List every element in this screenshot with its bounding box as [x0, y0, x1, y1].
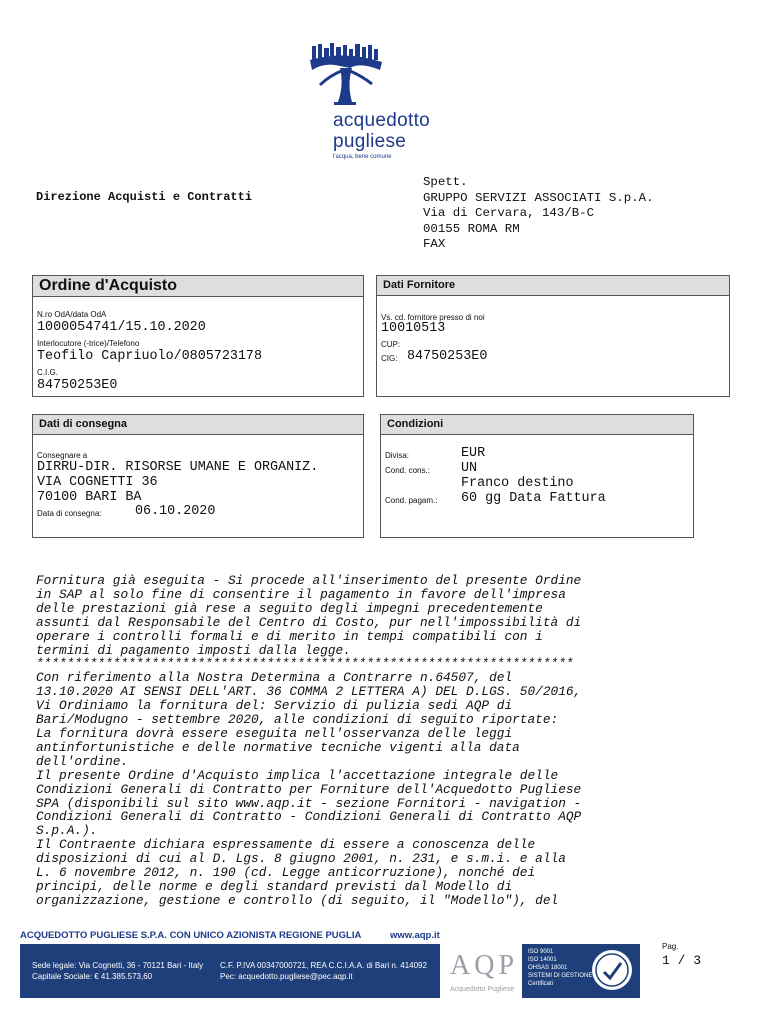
- deliver-to-label: Consegnare a: [37, 451, 88, 460]
- logo-text-line2: pugliese: [333, 131, 407, 152]
- footer-fiscal: C.F. P.IVA 00347000721, REA C.C.I.A.A. di Bari n. 414092: [220, 961, 427, 970]
- delivery-line2: VIA COGNETTI 36: [37, 475, 158, 490]
- conditions-box-title: Condizioni: [381, 415, 693, 435]
- supplier-cig-value: 84750253E0: [407, 349, 488, 364]
- cig-label: C.I.G.: [37, 368, 58, 377]
- supplier-box-title: Dati Fornitore: [377, 276, 729, 296]
- delivery-date-value: 06.10.2020: [135, 504, 216, 519]
- contact-label: Interlocutore (-trice)/Telefono: [37, 339, 140, 348]
- supplier-code-label: Vs. cd. fornitore presso di noi: [381, 313, 485, 322]
- order-box: [32, 275, 364, 397]
- company-logo: [300, 40, 470, 165]
- aqp-mark-logo: [450, 944, 520, 998]
- page-footer: [0, 930, 770, 1018]
- department-title: Direzione Acquisti e Contratti: [36, 190, 253, 204]
- cert-iso9001: ISO 9001: [528, 949, 554, 955]
- delivery-condition-value1: UN: [461, 461, 478, 476]
- order-body-text: Fornitura già eseguita - Si procede all'inserimento del presente Ordine in SAP al solo fine di consentire il pagamento in favore dell'impresa delle prestazioni già rese a seguito degli impegni precedentemente assunti dal Responsabile del Centro di Costo, pur nell'impossibilità di operare i controlli formali e di merito in tempi compatibili con i termini di pagamento imposti dalla legge. ********************************************************************** Con riferimento alla Nostra Determina a Contrarre n.64507, del 13.10.2020 AI SENSI DELL'ART. 36 COMMA 2 LETTERA A) DEL D.LGS. 50/2016, Vi Ordiniamo la fornitura del: Servizio di pulizia sedi AQP di Bari/Modugno - settembre 2020, alle condizioni di seguito riportate: La fornitura dovrà essere eseguita nell'osservanza delle leggi antinfortunistiche e delle normative tecniche vigenti alla data dell'ordine. Il presente Ordine d'Acquisto implica l'accettazione integrale delle Condizioni Generali di Contratto per Forniture dell'Acquedotto Pugliese SPA (disponibili sul sito www.aqp.it - sezione Fornitori - navigation - Condizioni Generali di Contratto - Condizioni Generali di Contratto AQP S.p.A.). Il Contraente dichiara espressamente di essere a conoscenza delle disposizioni di cui al D. Lgs. 8 giugno 2001, n. 231, e s.m.i. e alla L. 6 novembre 2012, n. 190 (cd. Legge anticorruzione), nonché dei principi, delle norme e degli standard previsti dal Modello di organizzazione, gestione e controllo (di seguito, il "Modello"), del: [36, 573, 582, 908]
- certification-badge: [522, 944, 640, 998]
- delivery-date-label: Data di consegna:: [37, 509, 102, 518]
- footer-website-link[interactable]: www.aqp.it: [390, 930, 440, 941]
- cert-iso14001: ISO 14001: [528, 957, 557, 963]
- order-number-label: N.ro OdA/data OdA: [37, 310, 107, 319]
- delivery-box-title: Dati di consegna: [33, 415, 363, 435]
- certification-seal-icon: [590, 948, 634, 992]
- page-label: Pag.: [662, 942, 679, 951]
- delivery-condition-label: Cond. cons.:: [385, 466, 430, 475]
- contact-value: Teofilo Capriuolo/0805723178: [37, 349, 262, 364]
- recipient-address: Spett. GRUPPO SERVIZI ASSOCIATI S.p.A. Via di Cervara, 143/B-C 00155 ROMA RM FAX: [423, 175, 654, 252]
- logo-text-line1: acquedotto: [333, 110, 431, 131]
- delivery-line3: 70100 BARI BA: [37, 490, 142, 505]
- page-number: 1 / 3: [662, 953, 702, 968]
- supplier-box: [376, 275, 730, 397]
- supplier-code-value: 10010513: [381, 321, 446, 336]
- cup-label: CUP:: [381, 340, 401, 349]
- cert-systems: SISTEMI DI GESTIONE: [528, 973, 593, 979]
- aqp-mark-subtitle: Acquedotto Pugliese: [450, 986, 515, 993]
- footer-capital: Capitale Sociale: € 41.385.573,60: [32, 972, 153, 981]
- currency-label: Divisa:: [385, 451, 410, 460]
- delivery-condition-value2: Franco destino: [461, 476, 574, 491]
- delivery-line1: DIRRU-DIR. RISORSE UMANE E ORGANIZ.: [37, 460, 319, 475]
- footer-pec: Pec: acquedotto.pugliese@pec.aqp.it: [220, 972, 353, 981]
- cig-value: 84750253E0: [37, 378, 118, 393]
- page-indicator: [662, 942, 701, 968]
- aqp-mark-text: AQP: [450, 950, 519, 981]
- logo-tagline: l'acqua, bene comune: [333, 154, 392, 160]
- payment-condition-value: 60 gg Data Fattura: [461, 491, 606, 506]
- footer-address: Sede legale: Via Cognetti, 36 - 70121 Bari - Italy: [32, 961, 204, 970]
- delivery-box: [32, 414, 364, 538]
- supplier-cig-label: CIG:: [381, 354, 398, 363]
- cert-ohsas: OHSAS 18001: [528, 965, 568, 971]
- conditions-box: [380, 414, 694, 538]
- payment-condition-label: Cond. pagam.:: [385, 496, 438, 505]
- footer-company-name: ACQUEDOTTO PUGLIESE S.P.A. CON UNICO AZIONISTA REGIONE PUGLIA: [20, 930, 362, 941]
- order-number-value: 1000054741/15.10.2020: [37, 320, 206, 335]
- cert-certified: Certificati: [528, 981, 554, 987]
- currency-value: EUR: [461, 446, 486, 461]
- order-box-title: Ordine d'Acquisto: [33, 276, 363, 297]
- footer-info-bar: [20, 944, 440, 998]
